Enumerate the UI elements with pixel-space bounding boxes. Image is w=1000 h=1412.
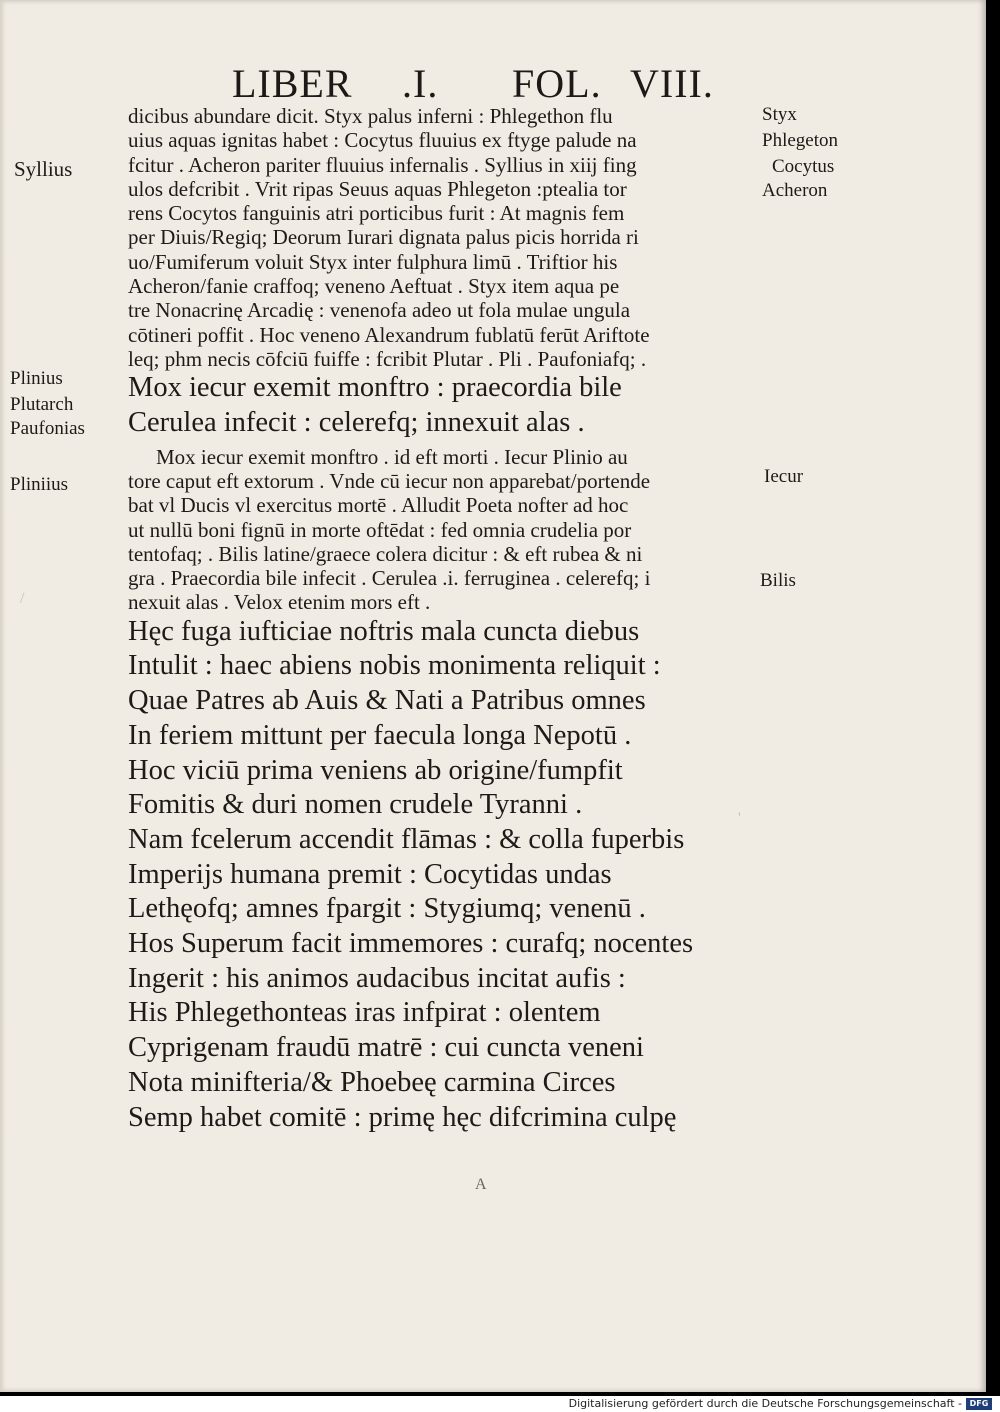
verse-line: Imperijs humana premit : Cocytidas undas bbox=[128, 858, 612, 890]
text-line: tentofaq; . Bilis latine/graece colera dicitur : & eft rubea & ni bbox=[128, 541, 643, 566]
verse-line: Hoc viciū prima veniens ab origine/fumpfit bbox=[128, 754, 623, 786]
verse-line: Fomitis & duri nomen crudele Tyranni . bbox=[128, 789, 583, 821]
text-line: tre Nonacrinę Arcadię : venenofa adeo ut fola mulae ungula bbox=[128, 298, 631, 323]
dfg-logo: DFG bbox=[966, 1398, 992, 1410]
verse-line: Nam fcelerum accendit flāmas : & colla fuperbis bbox=[128, 823, 685, 855]
signature-mark: A bbox=[475, 1176, 487, 1193]
margin-note-phlegeton: Phlegeton bbox=[762, 130, 838, 151]
text-line: leq; phm necis cōfciū fuiffe : fcribit Plutar . Pli . Paufoniafq; . bbox=[128, 346, 647, 371]
margin-note-acheron: Acheron bbox=[762, 180, 828, 201]
text-line: gra . Praecordia bile infecit . Cerulea .i. ferruginea . celerefq; i bbox=[128, 566, 651, 591]
text-line: ut nullū boni fignū in morte oftēdat : fed omnia crudelia por bbox=[128, 517, 632, 542]
commentary-mid bbox=[128, 445, 760, 615]
text-line: nexuit alas . Velox etenim mors eft . bbox=[128, 590, 431, 615]
faint-mark: / bbox=[20, 590, 25, 607]
text-line: uo/Fumiferum voluit Styx inter fulphura limū . Triftior his bbox=[128, 249, 618, 274]
text-line: Mox iecur exemit monftro . id eft morti . Iecur Plinio au bbox=[156, 444, 628, 469]
text-line: Acheron/fanie craffoq; veneno Aeftuat . Styx item aqua pe bbox=[128, 274, 620, 299]
text-line: tore caput eft extorum . Vnde cū iecur non apparebat/portende bbox=[128, 468, 651, 493]
faint-mark: ' bbox=[738, 810, 741, 827]
verse-line: Nota minifteria/& Phoebeę carmina Circes bbox=[128, 1066, 616, 1098]
margin-note-cocytus: Cocytus bbox=[772, 156, 835, 177]
verse-line: Ingerit : his animos audacibus incitat aufis : bbox=[128, 962, 626, 994]
text-line: fcitur . Acheron pariter fluuius infernalis . Syllius in xiij fing bbox=[128, 152, 637, 177]
text-line: uius aquas ignitas habet : Cocytus fluuius ex ftyge palude na bbox=[128, 128, 637, 153]
commentary-top bbox=[128, 104, 760, 371]
header-book: LIBER bbox=[232, 61, 353, 106]
verse-line: Intulit : haec abiens nobis monimenta reliquit : bbox=[128, 650, 661, 682]
verse-block-a bbox=[128, 371, 760, 440]
main-text-block bbox=[128, 104, 760, 1135]
verse-line: Semp habet comitē : primę hęc difcrimina culpę bbox=[128, 1101, 677, 1133]
header-folio-number: VIII. bbox=[630, 61, 714, 106]
text-line: rens Cocytos fanguinis atri porticibus furit : At magnis fem bbox=[128, 201, 625, 226]
verse-block-b bbox=[128, 615, 760, 1136]
verse-line: Hęc fuga iufticiae noftris mala cuncta diebus bbox=[128, 615, 640, 647]
margin-note-syllius: Syllius bbox=[14, 157, 73, 181]
verse-line: His Phlegethonteas iras infpirat : olentem bbox=[128, 997, 601, 1029]
margin-note-pausonias: Paufonias bbox=[10, 418, 85, 439]
margin-note-bilis: Bilis bbox=[760, 570, 796, 591]
margin-note-styx: Styx bbox=[762, 104, 797, 125]
verse-line: Cyprigenam fraudū matrē : cui cuncta veneni bbox=[128, 1032, 644, 1064]
text-line: dicibus abundare dicit. Styx palus inferni : Phlegethon flu bbox=[128, 104, 613, 128]
footer-credit: Digitalisierung gefördert durch die Deutsche Forschungsgemeinschaft - bbox=[568, 1397, 962, 1410]
running-header bbox=[0, 60, 986, 110]
verse-line: Mox iecur exemit monftro : praecordia bile bbox=[128, 372, 622, 404]
page-edge-shadow bbox=[0, 0, 6, 1392]
verse-line: Hos Superum facit immemores : curafq; nocentes bbox=[128, 928, 694, 960]
header-book-number: .I. bbox=[402, 61, 439, 106]
text-line: ulos defcribit . Vrit ripas Seuus aquas Phlegeton :ptealia tor bbox=[128, 176, 627, 201]
margin-note-plinius: Plinius bbox=[10, 368, 63, 389]
margin-note-iecur: Iecur bbox=[764, 466, 804, 487]
footer-bar bbox=[0, 1396, 1000, 1412]
text-line: cōtineri poffit . Hoc veneno Alexandrum fublatū ferūt Ariftote bbox=[128, 322, 650, 347]
verse-line: Lethęofq; amnes fpargit : Stygiumq; venenū . bbox=[128, 893, 646, 925]
header-folio-label: FOL. bbox=[512, 61, 602, 106]
margin-note-plutarch: Plutarch bbox=[10, 394, 74, 415]
verse-line: In feriem mittunt per faecula longa Nepotū . bbox=[128, 719, 632, 751]
verse-line: Cerulea infecit : celerefq; innexuit alas . bbox=[128, 406, 585, 438]
text-line: bat vl Ducis vl exercitus mortē . Alludit Poeta nofter ad hoc bbox=[128, 493, 629, 518]
margin-note-plinius-2: Pliniius bbox=[10, 474, 69, 495]
verse-line: Quae Patres ab Auis & Nati a Patribus omnes bbox=[128, 685, 646, 717]
text-line: per Diuis/Regiq; Deorum Iurari dignata palus picis horrida ri bbox=[128, 225, 639, 250]
